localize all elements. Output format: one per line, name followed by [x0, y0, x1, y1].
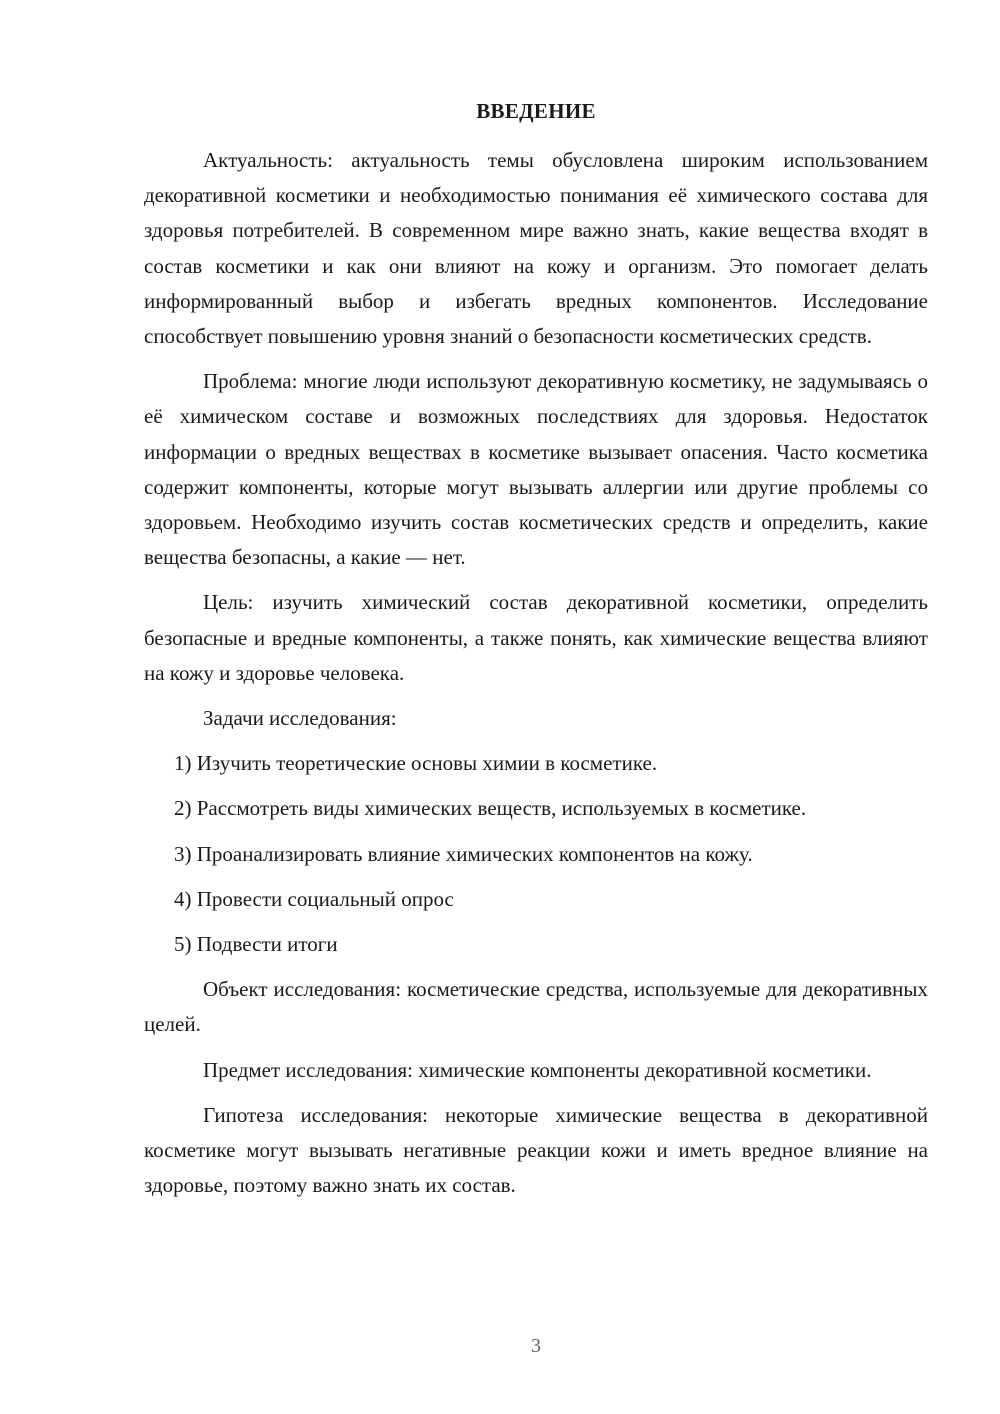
- list-item: 4) Провести социальный опрос: [174, 886, 454, 911]
- document-body: [144, 143, 928, 1213]
- tasks-list: [144, 746, 928, 962]
- list-item: 5) Подвести итоги: [174, 932, 338, 957]
- paragraph-hypothesis: Гипотеза исследования: некоторые химические вещества в декоративной косметике могут вызывать негативные реакции кожи и иметь вредное влияние на здоровье, поэтому важно знать их состав.: [144, 1102, 928, 1198]
- list-item: 1) Изучить теоретические основы химии в косметике.: [174, 751, 658, 776]
- paragraph-object: Объект исследования: косметические средства, используемые для декоративных целей.: [144, 977, 928, 1037]
- paragraph-tasks-intro: Задачи исследования:: [203, 706, 397, 731]
- paragraph-subject: Предмет исследования: химические компоненты декоративной косметики.: [203, 1057, 872, 1082]
- list-item: 2) Рассмотреть виды химических веществ, используемых в косметике.: [174, 796, 807, 821]
- paragraph-relevance: Актуальность: актуальность темы обусловлена широким использованием декоративной косметики и необходимостью понимания её химического состава для здоровья потребителей. В современном мире важно знать, какие вещества входят в состав косметики и как они влияют на кожу и организм. Это помогает делать информированный выбор и избегать вредных компонентов. Исследование способствует повышению уровня знаний о безопасности косметических средств.: [144, 148, 928, 349]
- paragraph-goal: Цель: изучить химический состав декоративной косметики, определить безопасные и вредные компоненты, а также понять, как химические вещества влияют на кожу и здоровье человека.: [144, 590, 928, 685]
- page-number: 3: [531, 1335, 541, 1357]
- paragraph-problem: Проблема: многие люди используют декоративную косметику, не задумываясь о её химическом составе и возможных последствиях для здоровья. Недостаток информации о вредных веществах в косметике вызывает опасения. Часто косметика содержит компоненты, которые могут вызывать аллергии или другие проблемы со здоровьем. Необходимо изучить состав косметических средств и определить, какие вещества безопасны, а какие — нет.: [144, 369, 928, 570]
- list-item: 3) Проанализировать влияние химических компонентов на кожу.: [174, 841, 753, 866]
- section-heading: ВВЕДЕНИЕ: [476, 99, 596, 123]
